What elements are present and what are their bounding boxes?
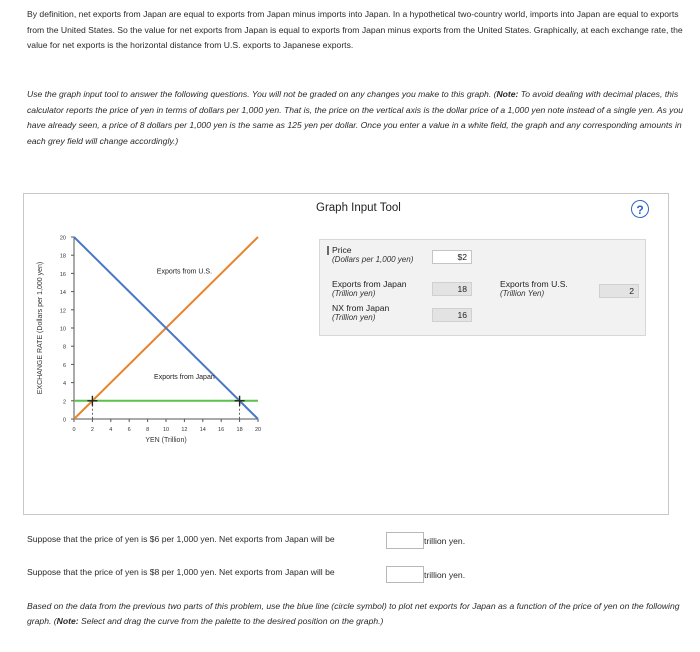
input-panel — [319, 239, 646, 336]
y-tick-label: 4 — [62, 381, 66, 388]
price-unit: (Dollars per 1,000 yen) — [332, 255, 414, 264]
question-1: Suppose that the price of yen is $6 per 1,000 yen. Net exports from Japan will be — [27, 534, 335, 544]
followup-text-b: Select and drag the curve from the palette to the desired position on the graph.) — [78, 616, 384, 626]
nx-japan-row — [332, 304, 389, 322]
x-axis-label: YEN (Trillion) — [145, 437, 187, 444]
instructions-text-b: To avoid dealing with decimal places, this calculator reports the price of yen in terms of dollars per 1,000 yen. That is, the price on the vertical axis is the dollar price of a 1,000 yen note instead of a single yen. As you have already seen, a price of 8 dollars per 1,000 yen is the same as 125 yen per dollar. Once you enter a value in a white field, the graph and any corresponding amounts in each grey field will change accordingly.) — [27, 89, 684, 146]
intro-paragraph: By definition, net exports from Japan are equal to exports from Japan minus imports into Japan. In a hypothetical two-country world, imports into Japan are equal to exports from the United States. So the value for net exports from Japan is equal to exports from Japan minus exports from the United States. Graphically, at each exchange rate, the value for net exports is the horizontal distance from U.S. exports to Japanese exports. — [27, 9, 683, 51]
exports-japan-field: 18 — [432, 282, 472, 296]
graph-input-tool — [23, 193, 669, 515]
x-tick-label: 14 — [199, 427, 206, 433]
y-tick-label: 10 — [59, 326, 66, 333]
y-tick-label: 8 — [62, 344, 66, 351]
exports-us-unit: (Trillion Yen) — [500, 289, 545, 298]
followup-text-a: Based on the data from the previous two parts of this problem, use the blue line (circle symbol) to plot net exports for Japan as a function of the price of yen on the following graph. ( — [27, 601, 680, 626]
answer-2-input[interactable] — [386, 566, 424, 583]
nx-japan-unit: (Trillion yen) — [332, 313, 376, 322]
price-field[interactable]: $2 — [432, 250, 472, 264]
instructions-note-label: Note: — [496, 89, 519, 99]
y-tick-label: 0 — [62, 417, 66, 424]
instructions-text-a: Use the graph input tool to answer the following questions. You will not be graded on any changes you make to this graph. ( — [27, 89, 497, 99]
exports-us-field: 2 — [599, 284, 639, 298]
x-tick-label: 6 — [127, 427, 131, 433]
y-tick-label: 16 — [59, 271, 66, 278]
exports-us-label: Exports from U.S. — [500, 279, 568, 289]
y-tick-label: 14 — [59, 290, 66, 297]
followup-note-label: Note: — [56, 616, 79, 626]
tool-title: Graph Input Tool — [316, 202, 401, 214]
exports-us-row — [500, 280, 568, 298]
exports-japan-row — [332, 280, 407, 298]
nx-japan-label: NX from Japan — [332, 303, 390, 313]
y-tick-label: 20 — [59, 235, 66, 242]
y-tick-label: 12 — [59, 308, 66, 315]
chart-plot — [37, 236, 261, 445]
nx-japan-field: 16 — [432, 308, 472, 322]
curve-label-2: Exports from Japan — [154, 373, 215, 381]
instructions-paragraph — [27, 87, 692, 149]
y-tick-label: 2 — [62, 399, 66, 406]
price-row — [327, 246, 417, 264]
exports-japan-unit: (Trillion yen) — [332, 289, 376, 298]
x-tick-label: 0 — [72, 427, 76, 433]
exchange-rate-graph — [24, 224, 314, 484]
x-tick-label: 16 — [218, 427, 225, 433]
exports-japan-label: Exports from Japan — [332, 279, 407, 289]
answer-1-input[interactable] — [386, 532, 424, 549]
answer-2-unit: trillion yen. — [424, 570, 466, 580]
y-axis-label: EXCHANGE RATE (Dollars per 1,000 yen) — [37, 261, 44, 395]
price-marker-icon — [327, 246, 329, 255]
help-icon[interactable]: ? — [631, 200, 649, 218]
x-tick-label: 12 — [181, 427, 188, 433]
y-tick-label: 6 — [62, 362, 66, 369]
x-tick-label: 20 — [254, 427, 262, 433]
x-tick-label: 2 — [90, 427, 94, 433]
answer-1-unit: trillion yen. — [424, 536, 466, 546]
question-2: Suppose that the price of yen is $8 per 1,000 yen. Net exports from Japan will be — [27, 567, 335, 577]
x-tick-label: 8 — [146, 427, 150, 433]
x-tick-label: 4 — [109, 427, 113, 433]
curve-label-1: Exports from U.S. — [156, 268, 213, 276]
y-tick-label: 18 — [59, 253, 66, 260]
x-tick-label: 18 — [236, 427, 243, 433]
x-tick-label: 10 — [162, 427, 170, 433]
followup-paragraph — [27, 599, 697, 629]
price-label: Price — [332, 245, 352, 255]
